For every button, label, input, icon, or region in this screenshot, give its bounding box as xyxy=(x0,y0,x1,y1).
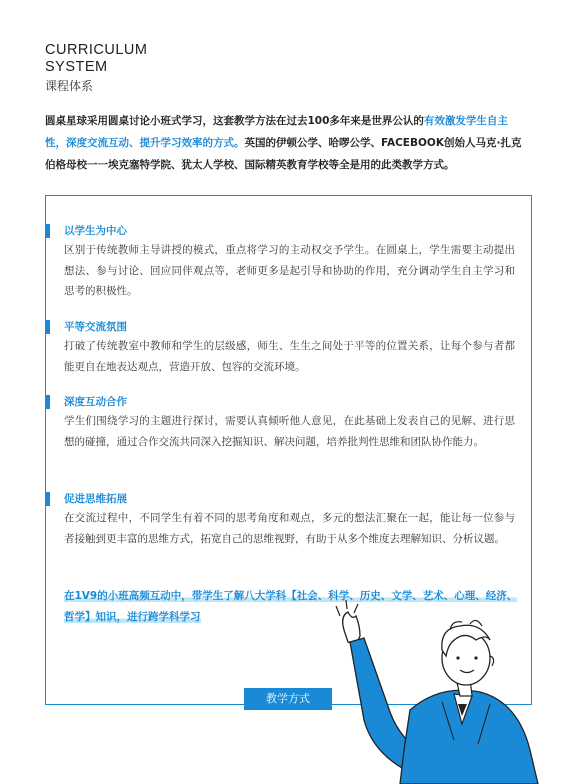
section-student-centered xyxy=(45,222,515,302)
teaching-method-tag: 教学方式 xyxy=(244,688,332,710)
section-thinking-expansion xyxy=(45,490,515,549)
section-equal-atmosphere xyxy=(45,318,515,377)
header-en-line1: CURRICULUM xyxy=(45,42,148,58)
header-en-line2: SYSTEM xyxy=(45,59,108,75)
intro-text-1: 圆桌星球采用圆桌讨论小班式学习，这套教学方法在过去100多年来是世界公认的 xyxy=(45,115,424,127)
section-body: 打破了传统教室中教师和学生的层级感，师生、生生之间处于平等的位置关系，让每个参与者都能更自在地表达观点，营造开放、包容的交流环境。 xyxy=(64,340,515,373)
header-cn-title: 课程体系 xyxy=(45,79,94,93)
section-body: 在交流过程中，不同学生有着不同的思考角度和观点，多元的想法汇聚在一起，能让每一位参与者接触到更丰富的思维方式，拓宽自己的思维视野，有助于从多个维度去理解知识、分析议题。 xyxy=(64,512,515,545)
intro-paragraph xyxy=(45,110,525,176)
section-body: 区别于传统教师主导讲授的模式，重点将学习的主动权交予学生。在圆桌上，学生需要主动提出想法、参与讨论、回应同伴观点等，老师更多是起引导和协助的作用，充分调动学生自主学习和思考的积极性。 xyxy=(64,244,515,297)
section-title: 深度互动合作 xyxy=(45,393,515,411)
waving-student-illustration xyxy=(330,600,563,784)
summary-text: 在1V9的小班高频互动中，带学生了解八大学科【社会、科学、历史、文学、艺术、心理、经济、哲学】知识，进行跨学科学习 xyxy=(64,590,518,623)
section-body: 学生们围绕学习的主题进行探讨，需要认真倾听他人意见，在此基础上发表自己的见解、进行思想的碰撞，通过合作交流共同深入挖掘知识、解决问题，培养批判性思维和团队协作能力。 xyxy=(64,415,515,448)
section-deep-interaction xyxy=(45,393,515,452)
page-header xyxy=(45,42,147,95)
intro-highlight: 有效激发学生自主性，深度交流互动、提升学习效率的方式。 xyxy=(45,115,508,149)
section-title: 促进思维拓展 xyxy=(45,490,515,508)
section-title: 平等交流氛围 xyxy=(45,318,515,336)
intro-text-2: 英国的伊顿公学、哈啰公学、FACEBOOK创始人马克·扎克伯格母校一一埃克塞特学院、犹太人学校、国际精英教育学校等全是用的此类教学方式。 xyxy=(45,137,522,171)
section-title: 以学生为中心 xyxy=(45,222,515,240)
